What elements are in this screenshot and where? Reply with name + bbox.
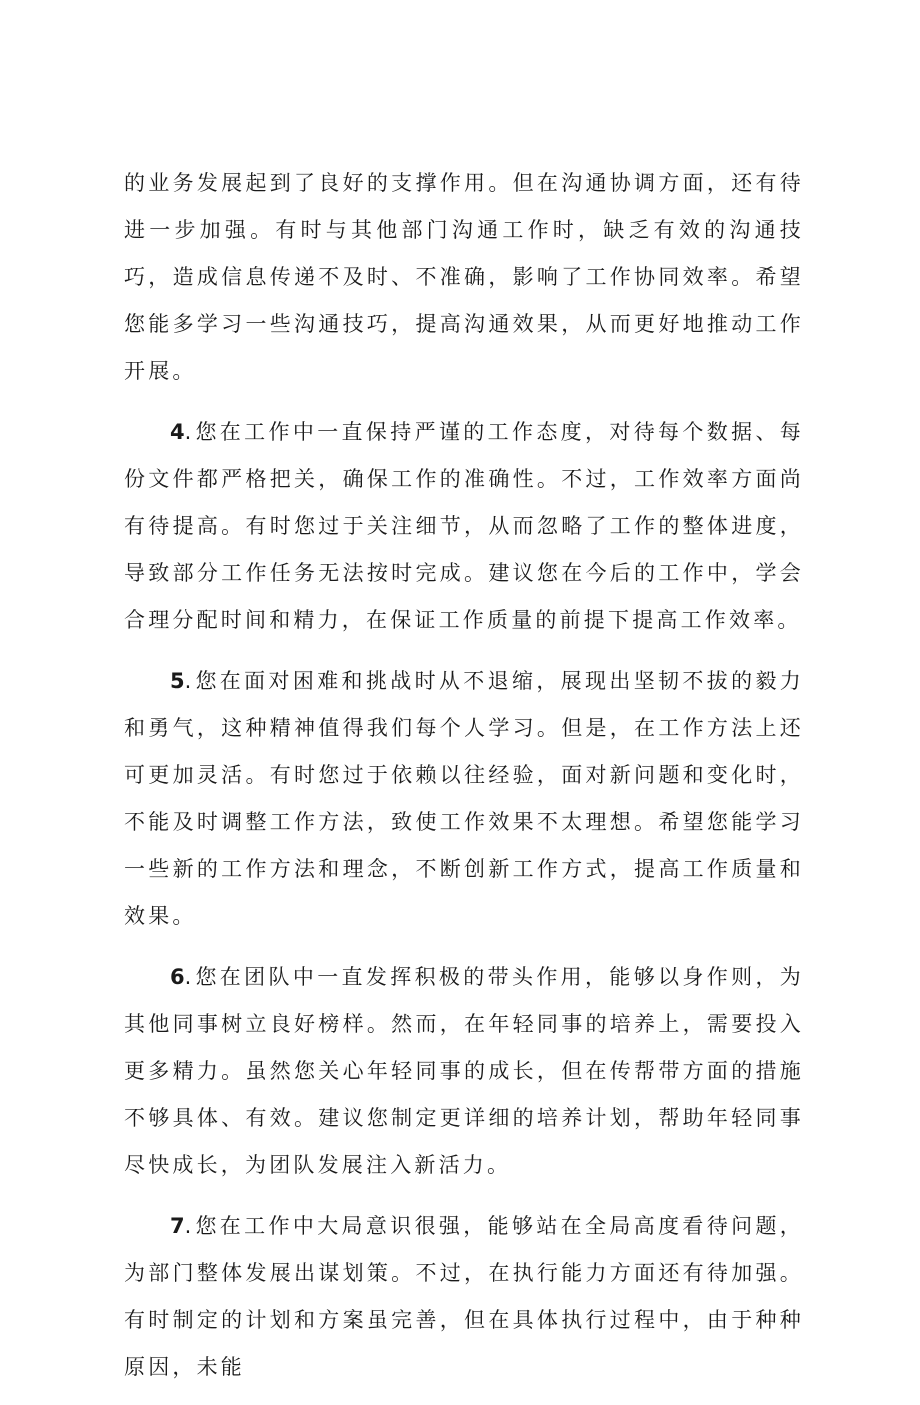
paragraph-number: 4 — [170, 420, 185, 444]
paragraph-item-4 — [124, 409, 804, 644]
paragraph-item-6 — [124, 954, 804, 1189]
paragraph-number: 5 — [170, 669, 185, 693]
paragraph-text: 您在面对困难和挑战时从不退缩，展现出坚韧不拔的毅力和勇气，这种精神值得我们每个人学习。但是，在工作方法上还可更加灵活。有时您过于依赖以往经验，面对新问题和变化时，不能及时调整工作方法，致使工作效果不太理想。希望您能学习一些新的工作方法和理念，不断创新工作方式，提高工作质量和效果。 — [124, 669, 804, 928]
paragraph-item-7 — [124, 1203, 804, 1391]
paragraph-separator: . — [184, 1214, 192, 1238]
paragraph-separator: . — [184, 965, 192, 989]
paragraph-text: 您在团队中一直发挥积极的带头作用，能够以身作则，为其他同事树立良好榜样。然而，在年轻同事的培养上，需要投入更多精力。虽然您关心年轻同事的成长，但在传帮带方面的措施不够具体、有效。建议您制定更详细的培养计划，帮助年轻同事尽快成长，为团队发展注入新活力。 — [124, 965, 804, 1177]
paragraph-text: 您在工作中一直保持严谨的工作态度，对待每个数据、每份文件都严格把关，确保工作的准确性。不过，工作效率方面尚有待提高。有时您过于关注细节，从而忽略了工作的整体进度，导致部分工作任务无法按时完成。建议您在今后的工作中，学会合理分配时间和精力，在保证工作质量的前提下提高工作效率。 — [124, 420, 804, 632]
paragraph-text: 您在工作中大局意识很强，能够站在全局高度看待问题，为部门整体发展出谋划策。不过，在执行能力方面还有待加强。有时制定的计划和方案虽完善，但在具体执行过程中，由于种种原因，未能 — [124, 1214, 804, 1379]
paragraph-item-5 — [124, 658, 804, 940]
document-body — [124, 160, 804, 1405]
paragraph-separator: . — [184, 669, 192, 693]
paragraph-text: 的业务发展起到了良好的支撑作用。但在沟通协调方面，还有待进一步加强。有时与其他部门沟通工作时，缺乏有效的沟通技巧，造成信息传递不及时、不准确，影响了工作协同效率。希望您能多学习一些沟通技巧，提高沟通效果，从而更好地推动工作开展。 — [124, 171, 804, 383]
paragraph-continued — [124, 160, 804, 395]
paragraph-number: 7 — [170, 1214, 185, 1238]
paragraph-number: 6 — [170, 965, 185, 989]
paragraph-separator: . — [184, 420, 192, 444]
